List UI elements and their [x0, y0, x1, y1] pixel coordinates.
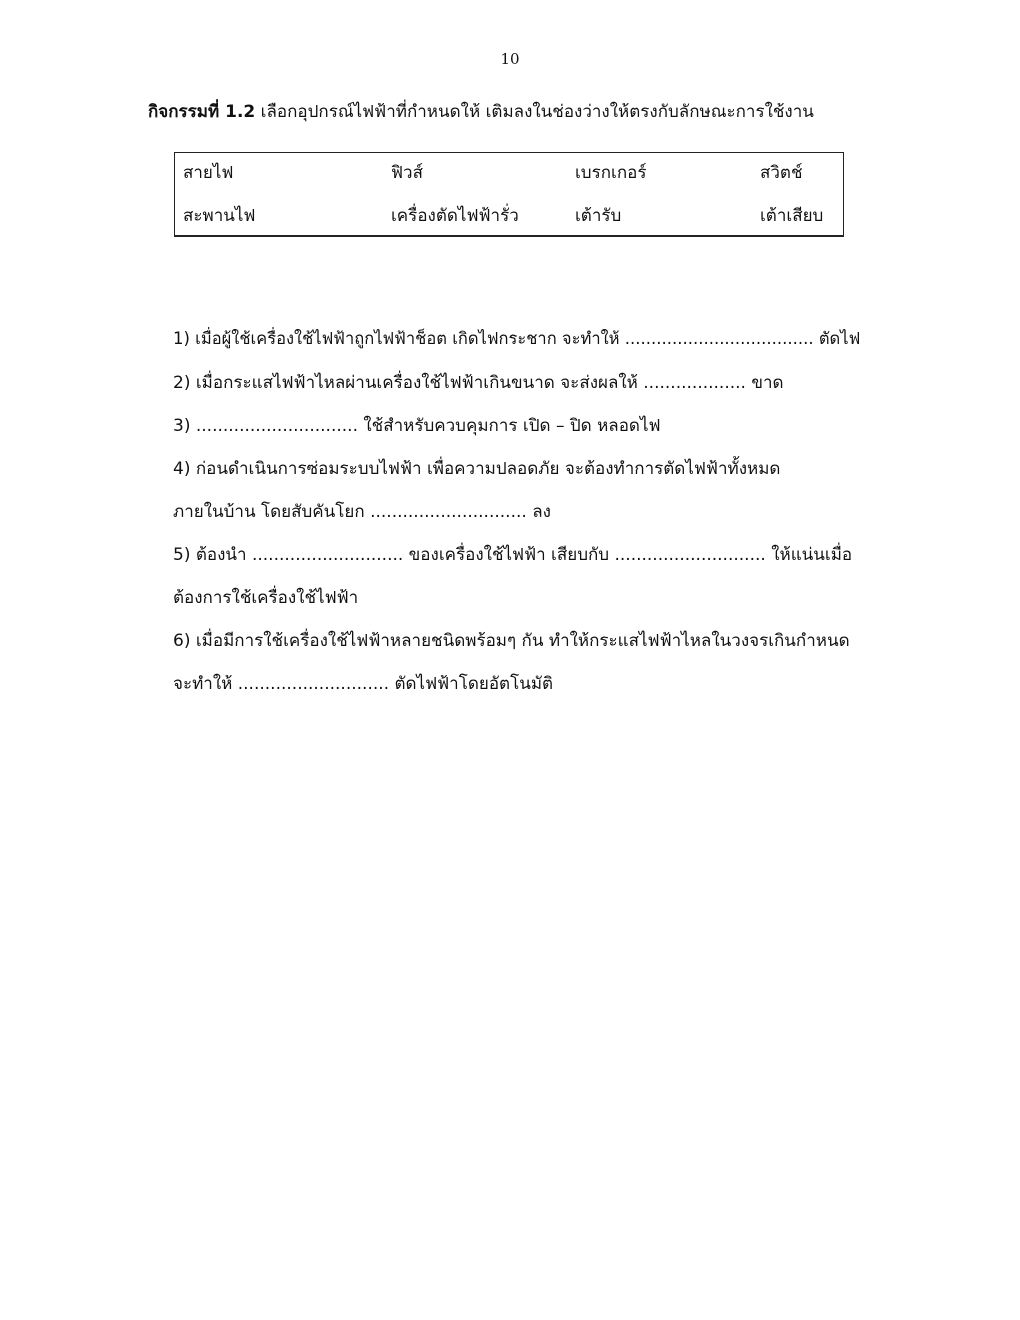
page-number: 10 [500, 50, 520, 68]
word-bank-item: สวิตช์ [760, 163, 803, 183]
question-4-line-2: ภายในบ้าน โดยสับคันโยก ............................. ลง [173, 502, 551, 522]
activity-instruction: เลือกอุปกรณ์ไฟฟ้าที่กำหนดให้ เติมลงในช่องว่างให้ตรงกับลักษณะการใช้งาน [260, 102, 814, 122]
question-5-line-1: 5) ต้องนำ ............................ ของเครื่องใช้ไฟฟ้า เสียบกับ ............................ ให้แน่นเมื่อ [173, 545, 853, 565]
activity-heading [148, 98, 868, 125]
question-2-line-1: 2) เมื่อกระแสไฟฟ้าไหลผ่านเครื่องใช้ไฟฟ้าเกินขนาด จะส่งผลให้ ................... ขาด [173, 373, 784, 393]
question-6-line-1: 6) เมื่อมีการใช้เครื่องใช้ไฟฟ้าหลายชนิดพร้อมๆ กัน ทำให้กระแสไฟฟ้าไหลในวงจรเกินกำหนด [173, 631, 850, 651]
word-bank-item: เครื่องตัดไฟฟ้ารั่ว [391, 206, 519, 226]
question-6-line-2: จะทำให้ ............................ ตัดไฟฟ้าโดยอัตโนมัติ [173, 674, 554, 694]
question-3-line-1: 3) .............................. ใช้สำหรับควบคุมการ เปิด – ปิด หลอดไฟ [173, 416, 661, 436]
word-bank-item: เต้าเสียบ [760, 206, 824, 226]
word-bank-box [174, 152, 844, 237]
word-bank-item: ฟิวส์ [391, 163, 423, 183]
word-bank-item: เบรกเกอร์ [575, 163, 647, 183]
question-1-line-1: 1) เมื่อผู้ใช้เครื่องใช้ไฟฟ้าถูกไฟฟ้าช็อต เกิดไฟกระชาก จะทำให้ .................................... ตัดไฟ [173, 329, 861, 348]
activity-label: กิจกรรมที่ 1.2 [148, 102, 256, 122]
word-bank-item: เต้ารับ [575, 206, 622, 226]
word-bank-item: สายไฟ [183, 163, 234, 183]
word-bank-item: สะพานไฟ [183, 206, 256, 226]
question-5-line-2: ต้องการใช้เครื่องใช้ไฟฟ้า [173, 588, 359, 608]
question-4-line-1: 4) ก่อนดำเนินการซ่อมระบบไฟฟ้า เพื่อความปลอดภัย จะต้องทำการตัดไฟฟ้าทั้งหมด [173, 459, 781, 479]
